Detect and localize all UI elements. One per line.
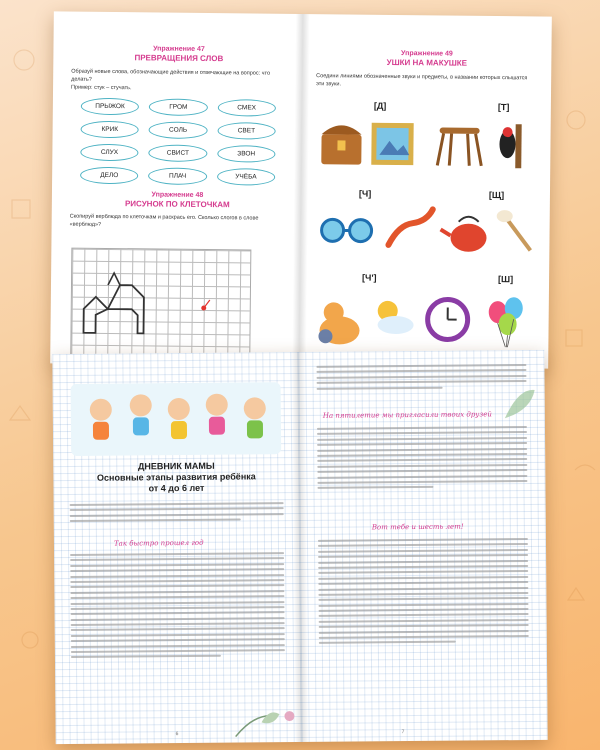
page-number: 7 bbox=[401, 729, 405, 736]
section-heading-year: Так быстро прошел год bbox=[113, 538, 204, 548]
diary-spread bbox=[52, 350, 547, 744]
word-oval: ДЕЛО bbox=[80, 167, 139, 185]
intro-text-lines bbox=[70, 502, 284, 522]
word-oval: ГРОМ bbox=[149, 98, 208, 116]
sound-label: [Т] bbox=[497, 102, 510, 113]
teapot-icon bbox=[440, 216, 486, 251]
glasses-icon bbox=[321, 219, 371, 242]
page-right-diary bbox=[298, 350, 547, 742]
exercise-48-title: РИСУНОК ПО КЛЕТОЧКАМ bbox=[124, 199, 230, 210]
camel-outline-icon bbox=[71, 249, 252, 361]
word-oval: СВИСТ bbox=[149, 144, 208, 162]
cat-icon bbox=[318, 302, 359, 344]
page-number: 6 bbox=[175, 731, 179, 738]
items-row-3 bbox=[317, 290, 538, 352]
jumping-kids-icon bbox=[71, 382, 282, 456]
sound-label: [Ч] bbox=[358, 188, 372, 199]
drawing-grid bbox=[70, 248, 251, 360]
stool-icon bbox=[437, 127, 481, 165]
six-text-lines bbox=[318, 538, 529, 644]
word-oval: УЧЁБА bbox=[217, 168, 276, 186]
word-oval: СОЛЬ bbox=[149, 121, 208, 139]
word-oval: ПРЫЖОК bbox=[81, 98, 140, 116]
diary-title: ДНЕВНИК МАМЫ bbox=[137, 460, 215, 472]
body-text-lines bbox=[70, 552, 285, 658]
diary-subtitle-2: от 4 до 6 лет bbox=[148, 482, 205, 494]
word-oval: ПЛАЧ bbox=[148, 167, 207, 185]
word-oval: СМЕХ bbox=[217, 99, 276, 117]
chest-icon bbox=[321, 125, 361, 164]
exercise-49-title: УШКИ НА МАКУШКЕ bbox=[386, 57, 468, 68]
exercise-48-instruction: Скопируй верблюда по клеточкам и раскрась его. Сколько слогов в слове «верблюд»? bbox=[69, 213, 259, 228]
workbook-spread bbox=[50, 11, 552, 368]
items-row-2 bbox=[318, 204, 539, 258]
word-oval: КРИК bbox=[81, 121, 140, 139]
flower-decoration-icon bbox=[231, 700, 311, 741]
exercise-48-header bbox=[70, 190, 285, 210]
sound-label: [Щ] bbox=[488, 189, 505, 201]
sound-label: [Д] bbox=[373, 100, 387, 111]
section-heading-party: На пятилетие мы пригласили твоих друзей bbox=[322, 410, 492, 420]
balloons-icon bbox=[488, 297, 523, 347]
page-right-exercises bbox=[299, 14, 552, 369]
exercise-48-label: Упражнение 48 bbox=[151, 191, 204, 199]
exercise-47-header bbox=[71, 44, 286, 64]
word-oval: ЗВОН bbox=[217, 145, 276, 163]
diary-subtitle-1: Основные этапы развития ребёнка bbox=[96, 471, 256, 483]
kids-illustration bbox=[71, 382, 282, 456]
page-left-diary bbox=[52, 352, 301, 744]
exercise-47-instruction: Образуй новые слова, обозначающие действия и отвечающие на вопрос: что делать? bbox=[71, 68, 271, 83]
page-left-exercises bbox=[50, 11, 303, 366]
exercise-47-label: Упражнение 47 bbox=[153, 45, 205, 53]
section-heading-six: Вот тебе и шесть лет! bbox=[371, 522, 464, 532]
word-oval: СВЕТ bbox=[217, 122, 276, 140]
lizard-icon bbox=[388, 209, 432, 245]
exercise-49-label: Упражнение 49 bbox=[401, 50, 453, 58]
sound-label: [Ч'] bbox=[362, 272, 377, 283]
party-text-lines bbox=[317, 426, 528, 489]
top-text-lines bbox=[316, 364, 526, 389]
brush-icon bbox=[496, 210, 530, 250]
items-row-1 bbox=[319, 116, 540, 170]
exercise-47-title: ПРЕВРАЩЕНИЯ СЛОВ bbox=[134, 53, 224, 64]
clock-icon bbox=[427, 299, 467, 339]
woodpecker-icon bbox=[499, 124, 521, 168]
exercise-49-instruction: Соедини линиями обозначенные звуки и предметы, в названии которых слышатся эти звуки. bbox=[316, 73, 528, 88]
sun-cloud-icon bbox=[377, 301, 413, 334]
word-oval: СЛУХ bbox=[80, 144, 139, 162]
painting-icon bbox=[371, 123, 413, 165]
word-ovals bbox=[80, 98, 276, 186]
exercise-47-example: Пример: стук – стучать. bbox=[71, 84, 132, 92]
sound-label: [Ш] bbox=[498, 274, 514, 285]
leaf-decoration-icon bbox=[499, 384, 539, 424]
exercise-49-header bbox=[316, 48, 537, 68]
diary-title-block bbox=[63, 460, 289, 495]
